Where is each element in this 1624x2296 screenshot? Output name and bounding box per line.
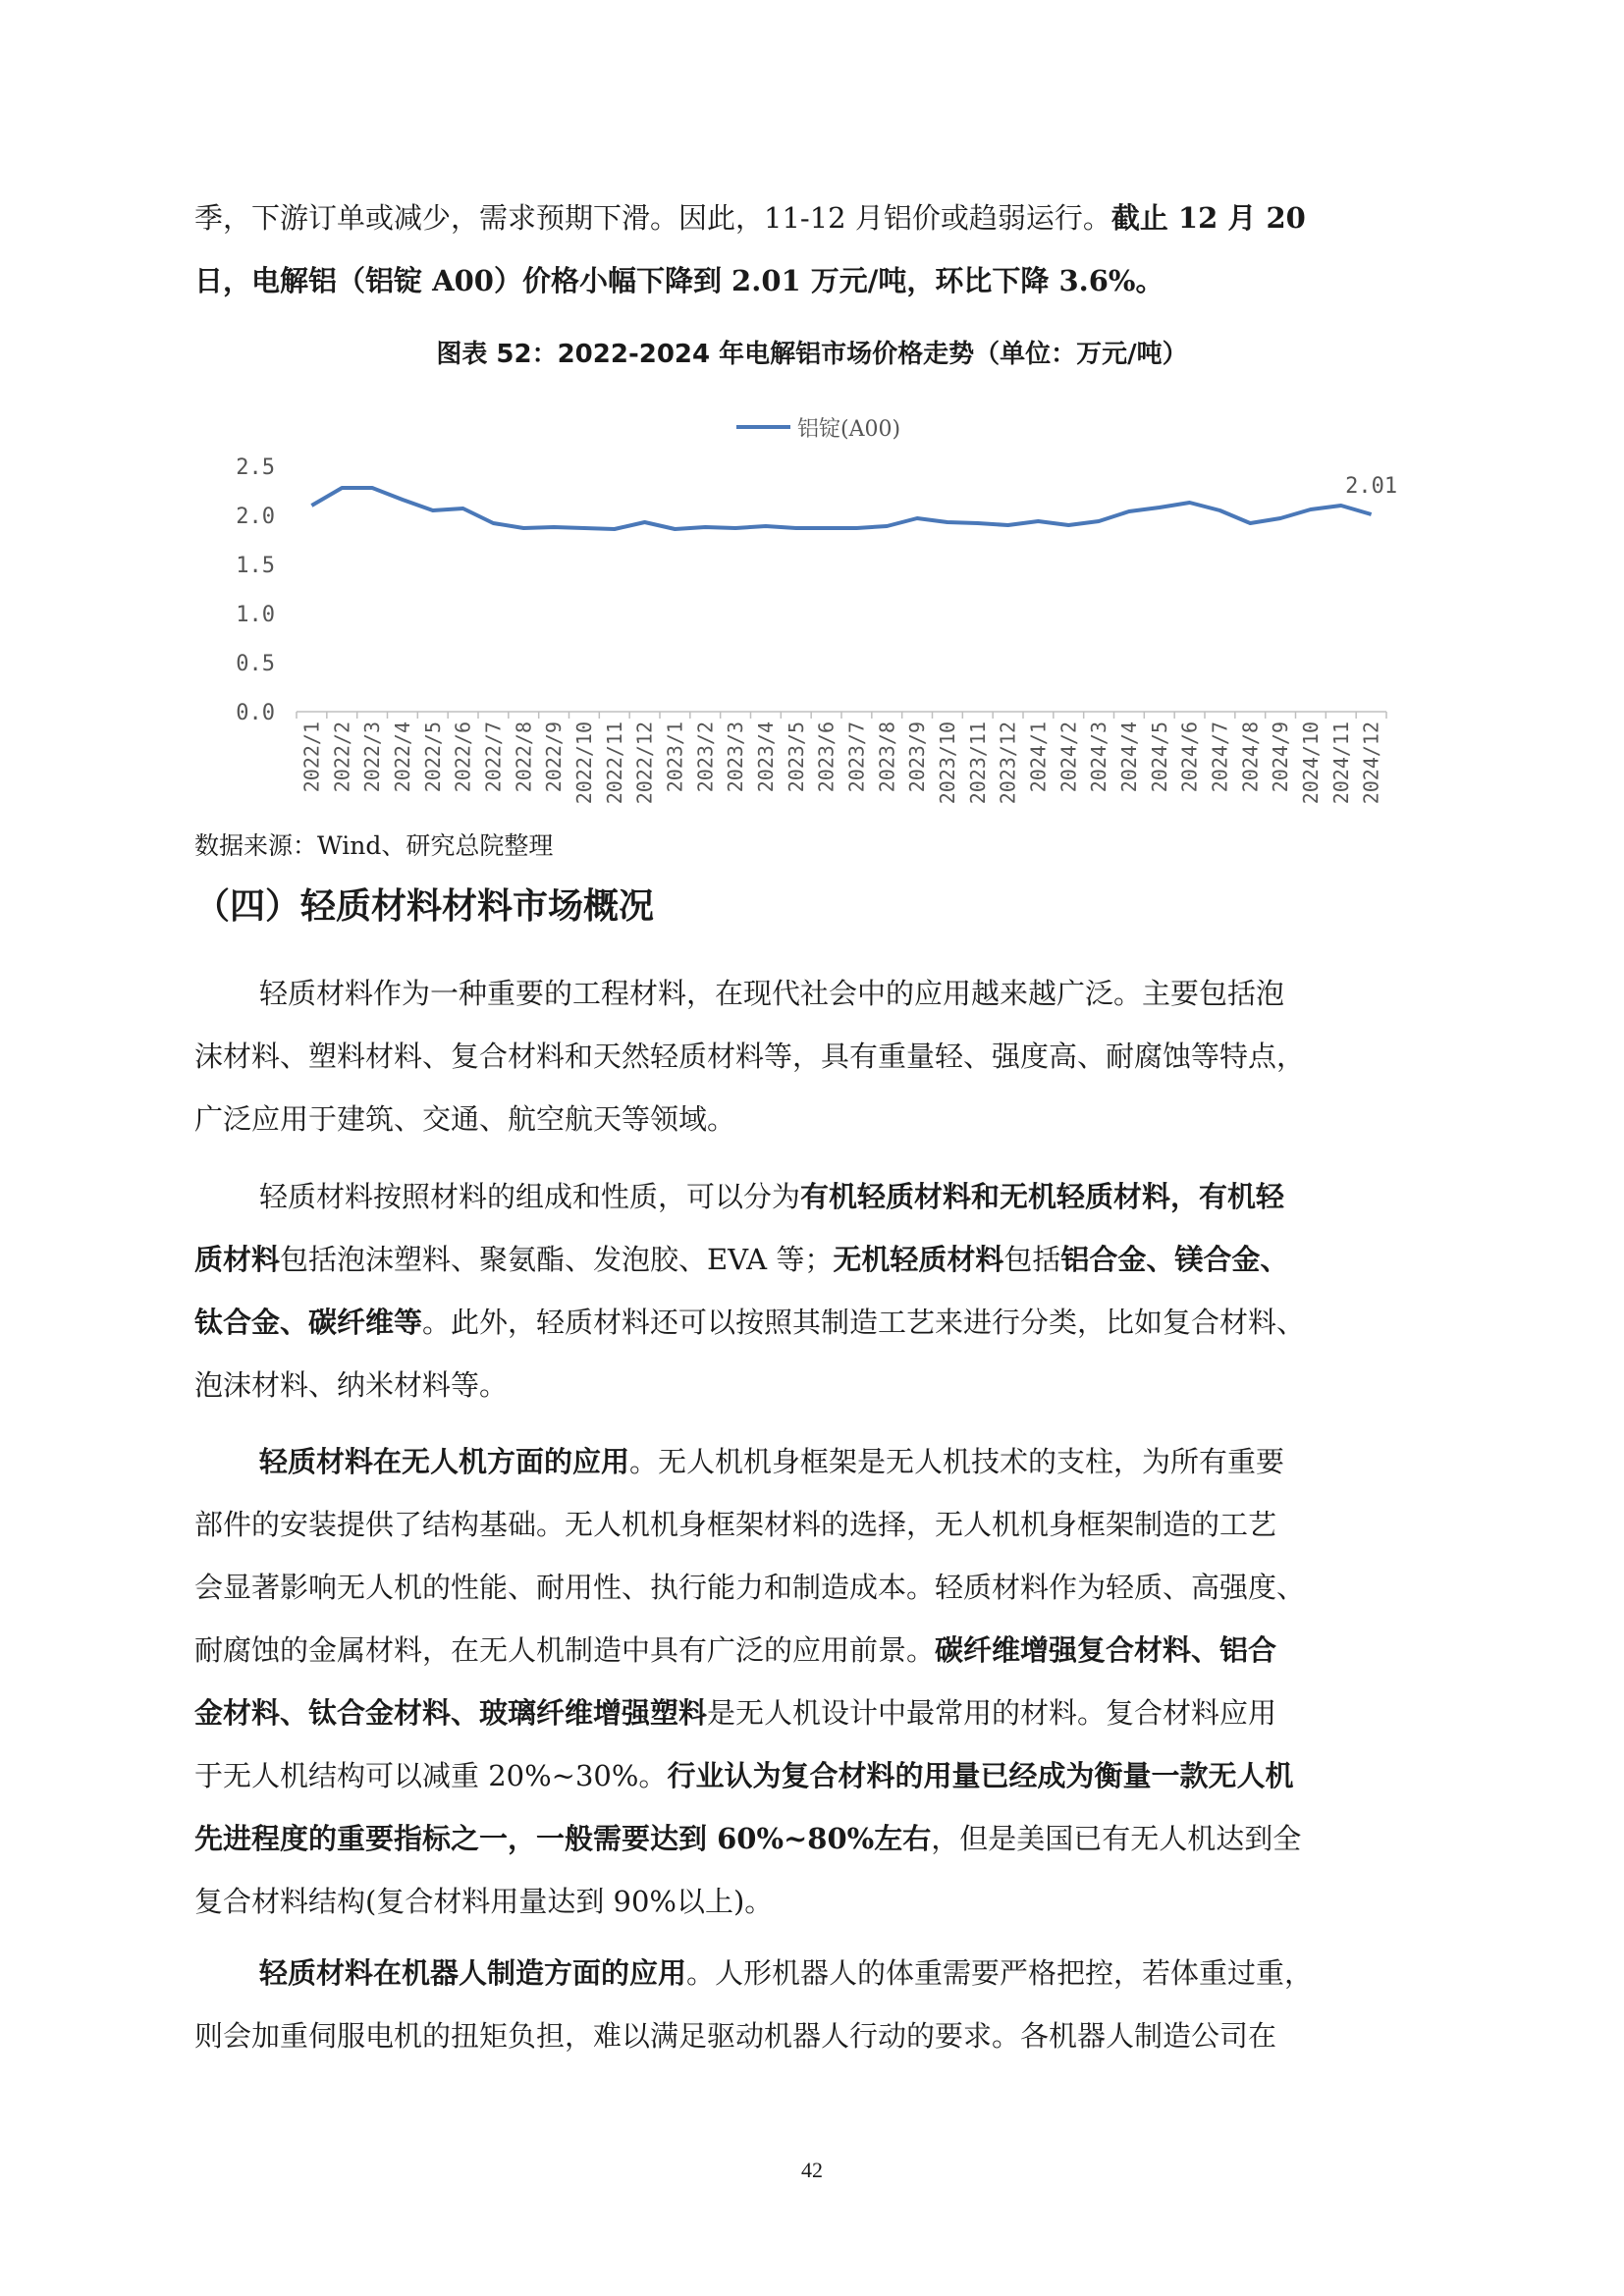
x-tick-label: 2022/3 (360, 721, 385, 793)
x-tick-label: 2022/9 (542, 721, 567, 793)
paragraph-1 (194, 962, 1439, 1150)
x-tick-label: 2024/9 (1269, 721, 1293, 793)
p3-line (194, 1619, 1439, 1682)
intro-line-1 (194, 187, 1439, 249)
p2-bold-text: 无机轻质材料 (833, 1243, 1004, 1276)
x-tick-label: 2023/3 (724, 721, 748, 793)
p2-line (194, 1165, 1439, 1228)
intro-text: 季，下游订单或减少，需求预期下滑。因此，11-12 月铝价或趋弱运行。 (194, 201, 1111, 235)
x-tick-label: 2024/5 (1147, 721, 1171, 793)
paragraph-4 (194, 1942, 1439, 2067)
p1-line: 轻质材料作为一种重要的工程材料，在现代社会中的应用越来越广泛。主要包括泡 (259, 977, 1285, 1010)
section-heading: （四）轻质材料材料市场概况 (194, 886, 655, 927)
x-tick-label: 2022/5 (420, 721, 445, 793)
x-tick-label: 2022/11 (602, 721, 626, 805)
p2-bold-text: 铝合金、镁合金、 (1060, 1243, 1289, 1276)
x-tick-label: 2023/8 (875, 721, 899, 793)
legend-label: 铝锭(A00) (797, 417, 901, 442)
end-data-label: 2.01 (1345, 474, 1398, 499)
x-tick-label: 2023/11 (965, 721, 990, 805)
y-tick-label: 0.5 (236, 652, 275, 676)
x-tick-label: 2024/7 (1208, 721, 1232, 793)
intro-paragraph (194, 187, 1439, 312)
x-tick-label: 2024/8 (1238, 721, 1263, 793)
p2-bold-text: 质材料 (194, 1243, 281, 1276)
x-tick-label: 2022/7 (481, 721, 506, 793)
p3-line (194, 1682, 1439, 1744)
series-line-aluminum-a00 (311, 488, 1371, 529)
x-tick-label: 2022/8 (512, 721, 536, 793)
p3-text: 于无人机结构可以减重 20%~30%。 (194, 1759, 668, 1792)
p3-bold-text: 轻质材料在无人机方面的应用 (259, 1445, 630, 1478)
x-tick-label: 2023/2 (693, 721, 718, 793)
p4-text: 。人形机器人的体重需要严格把控，若体重过重， (686, 1956, 1314, 1990)
p4-bold-text: 轻质材料在机器人制造方面的应用 (259, 1956, 687, 1990)
x-tick-label: 2022/4 (390, 721, 414, 793)
intro-line-2: 日，电解铝（铝锭 A00）价格小幅下降到 2.01 万元/吨，环比下降 3.6%。 (194, 264, 1164, 297)
x-tick-label: 2023/4 (753, 721, 778, 793)
p2-text: 。此外，轻质材料还可以按照其制造工艺来进行分类，比如复合材料、 (422, 1306, 1306, 1339)
p2-text: 包括泡沫塑料、聚氨酯、发泡胶、EVA 等； (280, 1243, 834, 1276)
paragraph-3 (194, 1430, 1439, 1933)
p3-bold-text: 碳纤维增强复合材料、铝合 (935, 1633, 1277, 1667)
p3-text: ，但是美国已有无人机达到全 (931, 1822, 1302, 1855)
x-tick-label: 2022/10 (571, 721, 596, 805)
x-tick-label: 2023/7 (844, 721, 869, 793)
p3-line: 会显著影响无人机的性能、耐用性、执行能力和制造成本。轻质材料作为轻质、高强度、 (194, 1571, 1306, 1604)
x-tick-label: 2022/1 (299, 721, 324, 793)
x-tick-label: 2023/1 (663, 721, 687, 793)
x-tick-label: 2022/2 (330, 721, 354, 793)
x-tick-label: 2024/10 (1298, 721, 1323, 805)
p3-text: 是无人机设计中最常用的材料。复合材料应用 (707, 1696, 1277, 1730)
p2-line (194, 1291, 1439, 1354)
data-source-note: 数据来源：Wind、研究总院整理 (194, 831, 554, 860)
x-tick-label: 2024/12 (1359, 721, 1383, 805)
x-tick-label: 2024/6 (1177, 721, 1202, 793)
y-tick-label: 0.0 (236, 701, 275, 725)
p3-line (194, 1744, 1439, 1807)
x-tick-label: 2022/6 (451, 721, 475, 793)
chart-title: 图表 52：2022-2024 年电解铝市场价格走势（单位：万元/吨） (436, 340, 1188, 369)
p3-line: 复合材料结构(复合材料用量达到 90%以上)。 (194, 1885, 774, 1918)
x-tick-label: 2023/12 (996, 721, 1020, 805)
x-tick-label: 2023/10 (935, 721, 959, 805)
p2-text: 轻质材料按照材料的组成和性质，可以分为 (259, 1180, 801, 1213)
y-tick-label: 1.0 (236, 603, 275, 627)
x-tick-label: 2024/1 (1026, 721, 1051, 793)
y-tick-label: 2.5 (236, 455, 275, 480)
p1-line: 广泛应用于建筑、交通、航空航天等领域。 (194, 1102, 736, 1136)
x-tick-label: 2024/3 (1087, 721, 1111, 793)
p3-bold-text: 金材料、钛合金材料、玻璃纤维增强塑料 (194, 1696, 708, 1730)
p2-line (194, 1228, 1439, 1291)
intro-bold-text: 截止 12 月 20 (1110, 201, 1306, 235)
y-tick-label: 1.5 (236, 554, 275, 578)
p2-bold-text: 钛合金、碳纤维等 (194, 1306, 423, 1339)
p3-line: 部件的安装提供了结构基础。无人机机身框架材料的选择，无人机机身框架制造的工艺 (194, 1508, 1277, 1541)
p3-text: 。无人机机身框架是无人机技术的支柱，为所有重要 (629, 1445, 1285, 1478)
x-tick-label: 2023/5 (784, 721, 808, 793)
p3-text: 耐腐蚀的金属材料，在无人机制造中具有广泛的应用前景。 (194, 1633, 936, 1667)
x-tick-label: 2024/4 (1116, 721, 1141, 793)
p2-line: 泡沫材料、纳米材料等。 (194, 1368, 509, 1402)
x-tick-label: 2023/9 (905, 721, 930, 793)
p3-bold-text: 先进程度的重要指标之一，一般需要达到 60%~80%左右 (194, 1822, 932, 1855)
paragraph-2 (194, 1165, 1439, 1416)
p2-bold-text: 有机轻质材料和无机轻质材料，有机轻 (800, 1180, 1285, 1213)
page-number: 42 (801, 2158, 823, 2182)
p3-line (194, 1430, 1439, 1493)
p2-text: 包括 (1003, 1243, 1061, 1276)
x-tick-label: 2023/6 (814, 721, 839, 793)
y-tick-label: 2.0 (236, 505, 275, 529)
price-line-chart (187, 402, 1414, 825)
x-tick-label: 2024/2 (1056, 721, 1081, 793)
p1-line: 沫材料、塑料材料、复合材料和天然轻质材料等，具有重量轻、强度高、耐腐蚀等特点， (194, 1040, 1306, 1073)
x-tick-label: 2024/11 (1328, 721, 1353, 805)
p4-line: 则会加重伺服电机的扭矩负担，难以满足驱动机器人行动的要求。各机器人制造公司在 (194, 2019, 1277, 2053)
p3-bold-text: 行业认为复合材料的用量已经成为衡量一款无人机 (667, 1759, 1294, 1792)
p4-line (194, 1942, 1439, 2004)
p3-line (194, 1807, 1439, 1870)
x-tick-label: 2022/12 (632, 721, 657, 805)
